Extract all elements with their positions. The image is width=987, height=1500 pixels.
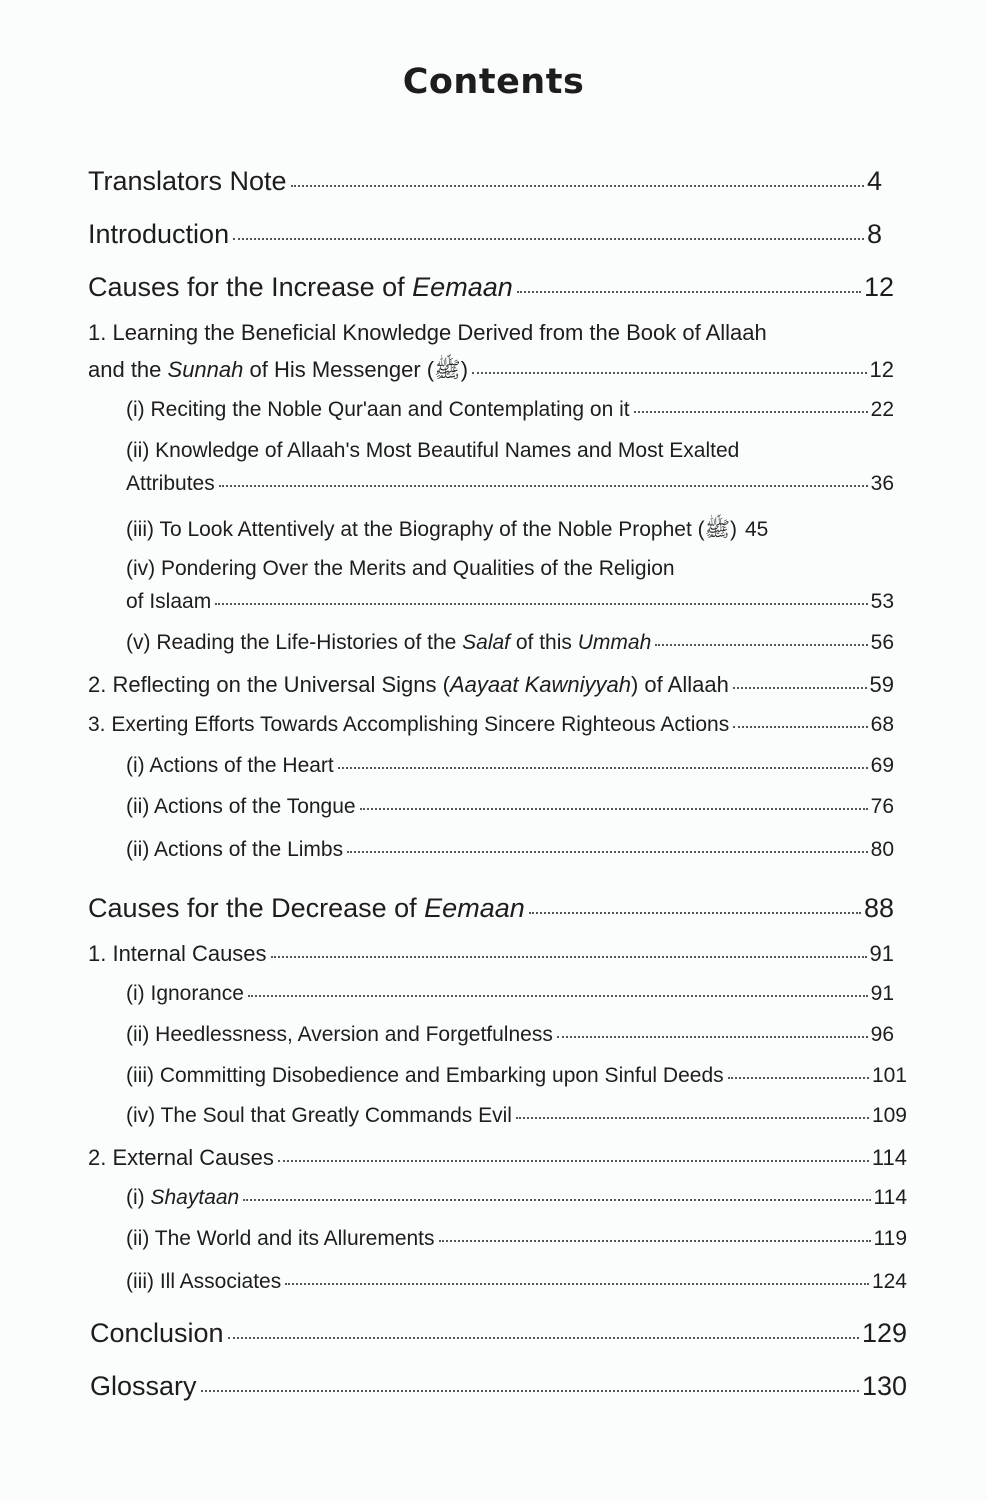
toc-entry-learning-line1[interactable]: 1. Learning the Beneficial Knowledge Derived from the Book of Allaah [88,320,767,345]
toc-entry-merits-line1[interactable]: (iv) Pondering Over the Merits and Qualities of the Religion [126,557,675,580]
dot-leader [271,956,867,958]
toc-label-text: and the [88,357,168,382]
toc-entry-merits[interactable] [126,590,894,614]
toc-entry-label: 1. Internal Causes [88,941,267,966]
dot-leader [285,1283,869,1285]
toc-page-number: 53 [870,590,894,613]
toc-page-number: 69 [870,754,894,777]
dot-leader [439,1240,871,1242]
toc-label-text: 2. Reflecting on the Universal Signs ( [88,672,450,697]
toc-entry-internal[interactable] [88,941,894,967]
toc-page-number: 119 [873,1227,907,1250]
toc-entry-translators-note[interactable] [88,166,882,197]
toc-entry-increase[interactable] [88,272,894,303]
toc-entry-label: (i) Reciting the Noble Qur'aan and Contemplating on it [126,398,630,421]
toc-entry-reflecting[interactable] [88,672,894,698]
toc-page-number: 8 [866,219,882,249]
toc-page-number: 76 [870,795,894,818]
toc-page-number: 56 [870,631,894,654]
toc-entry-label: 2. External Causes [88,1145,274,1170]
dot-leader [557,1036,868,1038]
toc-entry-label: (iii) Committing Disobedience and Embarking upon Sinful Deeds [126,1064,724,1087]
toc-label-text: Causes for the Decrease of [88,893,425,923]
dot-leader [291,185,864,187]
toc-page-number: 109 [871,1104,907,1127]
toc-page-number: 96 [870,1023,894,1046]
toc-entry-exerting[interactable] [88,713,894,737]
dot-leader [472,372,867,374]
toc-entry-soul[interactable] [126,1104,907,1128]
toc-page-number: 12 [869,357,894,382]
toc-entry-label: (i) Actions of the Heart [126,754,334,777]
toc-label-italic: Sunnah [167,357,244,382]
toc-page-number: 59 [869,672,894,697]
dot-leader [201,1390,859,1392]
dot-leader [278,1160,869,1162]
toc-page-number: 88 [863,893,894,923]
toc-entry-label [126,1186,239,1210]
toc-page-number: 36 [870,472,894,495]
dot-leader [516,1117,869,1119]
toc-page-number: 130 [861,1371,907,1401]
dot-leader [634,411,868,413]
toc-page-number: 114 [871,1145,907,1170]
toc-entry-label: (iii) Ill Associates [126,1270,282,1293]
toc-entry-glossary[interactable] [90,1371,907,1402]
toc-entry-label: (ii) Actions of the Limbs [126,838,344,861]
toc-entry-label: Attributes [126,472,215,495]
page-title: Contents [402,62,585,102]
toc-entry-introduction[interactable] [88,219,882,250]
toc-entry-label [88,672,729,698]
toc-page-number: 80 [870,838,894,861]
toc-entry-names-line1[interactable]: (ii) Knowledge of Allaah's Most Beautiful Names and Most Exalted [126,439,740,462]
toc-entry-names[interactable] [126,472,894,496]
toc-entry-label: (iii) To Look Attentively at the Biography of the Noble Prophet (ﷺ) [126,518,737,541]
toc-entry-heedlessness[interactable] [126,1023,894,1047]
toc-entry-shaytaan[interactable] [126,1186,907,1210]
toc-label-italic: Eemaan [412,272,513,302]
dot-leader [733,726,867,728]
toc-label-italic: Ummah [577,631,652,654]
dot-leader [728,1077,869,1079]
toc-page-number: 101 [871,1064,907,1087]
toc-entry-external[interactable] [88,1145,907,1171]
toc-label-italic: Salaf [462,631,511,654]
dot-leader [655,644,867,646]
toc-page-number: 114 [873,1186,907,1209]
toc-label-text: of this [510,631,578,654]
toc-entry-ignorance[interactable] [126,982,894,1006]
toc-page-number: 22 [870,398,894,421]
toc-entry-life-histories[interactable] [126,631,894,655]
toc-entry-label: (iv) The Soul that Greatly Commands Evil [126,1104,512,1127]
toc-entry-label: (ii) Heedlessness, Aversion and Forgetfulness [126,1023,553,1046]
toc-entry-label: 3. Exerting Efforts Towards Accomplishing Sincere Righteous Actions [88,713,730,736]
toc-label-italic: Eemaan [424,893,525,923]
toc-entry-label [88,893,525,924]
toc-entry-label: (ii) The World and its Allurements [126,1227,435,1250]
toc-label-text: Causes for the Increase of [88,272,413,302]
toc-entry-disobedience[interactable] [126,1064,907,1088]
dot-leader [517,291,861,293]
toc-entry-label: of Islaam [126,590,212,613]
toc-entry-reciting[interactable] [126,398,894,422]
toc-page-number: 4 [866,166,882,196]
toc-page-number: 45 [744,518,769,541]
toc-entry-label: Introduction [88,219,230,249]
toc-page-number: 91 [869,941,894,966]
toc-entry-learning[interactable] [88,356,894,388]
toc-page-number: 68 [870,713,894,736]
toc-label-italic: Aayaat Kawniyyah [449,672,631,697]
toc-entry-tongue[interactable] [126,795,894,819]
dot-leader [347,851,868,853]
toc-entry-label: Glossary [90,1371,197,1401]
dot-leader [219,485,868,487]
toc-entry-label: Conclusion [90,1318,224,1348]
toc-label-text: (v) Reading the Life-Histories of the [126,631,463,654]
dot-leader [233,238,864,240]
toc-entry-biography[interactable] [126,516,894,547]
dot-leader [215,603,867,605]
dot-leader [733,687,867,689]
toc-entry-label [88,272,513,303]
dot-leader [228,1337,859,1339]
toc-label-text: ) of Allaah [630,672,729,697]
toc-entry-decrease[interactable] [88,893,894,924]
toc-entry-label: (ii) Actions of the Tongue [126,795,356,818]
toc-label-italic: Shaytaan [150,1186,240,1209]
toc-entry-world[interactable] [126,1227,907,1251]
dot-leader [243,1199,870,1201]
toc-label-text: (i) [126,1186,151,1209]
toc-entry-limbs[interactable] [126,838,894,862]
toc-page-number: 124 [871,1270,907,1293]
toc-entry-label [88,356,468,388]
toc-page-number: 129 [861,1318,907,1348]
dot-leader [529,912,861,914]
toc-page-number: 91 [870,982,894,1005]
dot-leader [338,767,868,769]
toc-entry-label [126,631,651,655]
toc-entry-label: Translators Note [88,166,287,196]
toc-entry-associates[interactable] [126,1270,907,1294]
toc-label-text: of His Messenger (ﷺ) [243,357,469,382]
toc-entry-conclusion[interactable] [90,1318,907,1349]
toc-entry-label: (i) Ignorance [126,982,244,1005]
dot-leader [360,808,868,810]
toc-entry-heart[interactable] [126,754,894,778]
toc-page-number: 12 [863,272,894,302]
dot-leader [248,995,868,997]
